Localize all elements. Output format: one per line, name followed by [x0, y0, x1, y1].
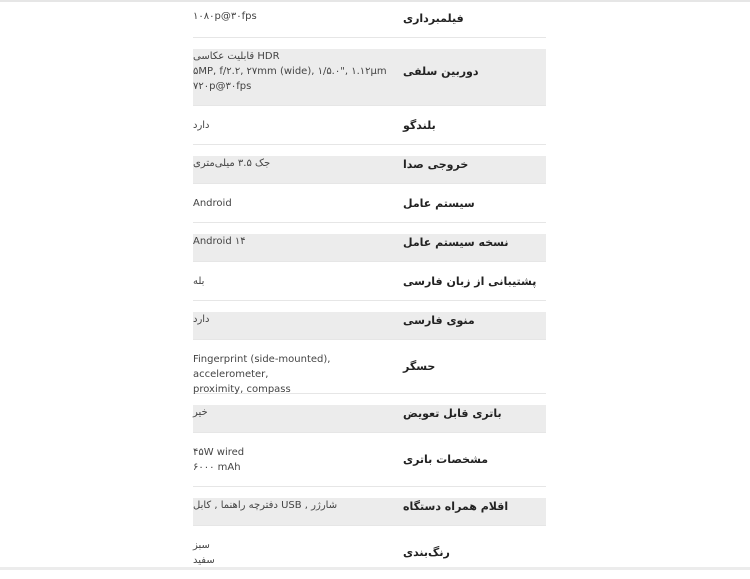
spec-value: جک ۳.۵ میلی‌متری [193, 158, 271, 169]
spec-row-selfie-camera [193, 38, 546, 106]
spec-value: Fingerprint (side-mounted), accelerometer, proximity, compass [193, 354, 331, 395]
spec-row-speaker [193, 106, 546, 145]
spec-row-box-contents [193, 487, 546, 526]
spec-value: سبز سفید [193, 540, 215, 566]
spec-value: ۴۵W wired ۶۰۰۰ mAh [193, 447, 245, 473]
spec-label: اقلام همراه دستگاه [403, 499, 509, 513]
spec-label: سیستم عامل [403, 196, 475, 210]
spec-row-video [193, 0, 546, 38]
spec-label: دوربین سلفی [403, 65, 479, 78]
spec-value: Android ۱۴ [193, 236, 246, 247]
spec-row-audio-output [193, 145, 546, 184]
spec-label: مشخصات باتری [403, 453, 489, 466]
spec-value: دارد [193, 120, 210, 131]
spec-value: خیر [193, 407, 208, 418]
spec-table [193, 0, 546, 579]
spec-label: پشتیبانی از زبان فارسی [403, 274, 537, 288]
spec-value: Android [193, 198, 232, 209]
spec-row-persian-menu [193, 301, 546, 340]
spec-label: بلندگو [403, 118, 436, 132]
spec-row-os-version [193, 223, 546, 262]
spec-label: حسگر [403, 360, 436, 373]
spec-value: ۱۰۸۰p@۳۰fps [193, 11, 257, 22]
spec-row-os [193, 184, 546, 223]
spec-label: منوی فارسی [403, 313, 475, 327]
spec-label: خروجی صدا [403, 157, 469, 171]
spec-label: باتری قابل تعویض [403, 406, 502, 420]
spec-row-sensors [193, 340, 546, 394]
spec-value: بله [193, 276, 205, 287]
spec-value: قابلیت عکاسی HDR ۵MP, f/۲.۲, ۲۷mm (wide), ۱/۵.۰", ۱.۱۲µm ۷۲۰p@۳۰fps [193, 51, 387, 92]
spec-label: رنگ‌بندی [403, 546, 450, 559]
spec-label: نسخه سیستم عامل [403, 235, 509, 249]
spec-value: دفترچه راهنما , کابل USB , شارژر [193, 500, 338, 511]
spec-row-battery-specs [193, 433, 546, 487]
spec-value: دارد [193, 314, 210, 325]
spec-row-removable-battery [193, 394, 546, 433]
spec-row-colors [193, 526, 546, 579]
spec-row-persian-support [193, 262, 546, 301]
spec-label: فیلمبرداری [403, 12, 464, 25]
